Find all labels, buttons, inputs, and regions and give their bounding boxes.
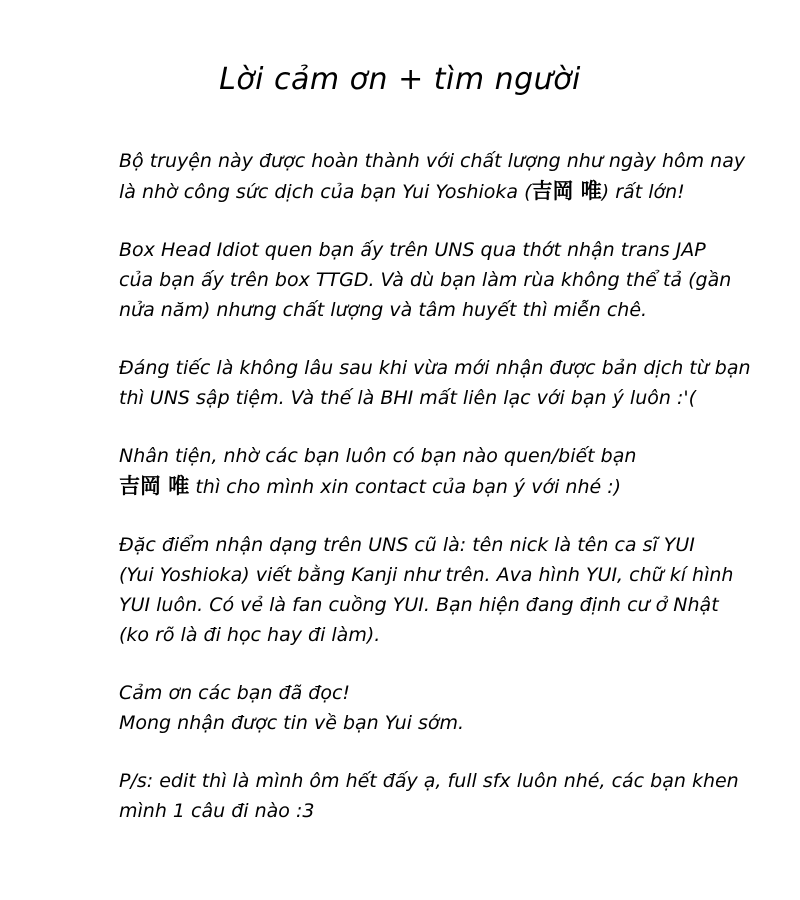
- text-line: Đáng tiếc là không lâu sau khi vừa mới nhận được bản dịch từ bạn: [119, 357, 751, 379]
- text-line: Nhân tiện, nhờ các bạn luôn có bạn nào quen/biết bạn: [119, 445, 637, 467]
- kanji-name: 吉岡 唯: [119, 474, 190, 498]
- text-line: Box Head Idiot quen bạn ấy trên UNS qua thớt nhận trans JAP: [119, 239, 706, 261]
- paragraph-lost-contact: [119, 353, 779, 413]
- text-line: YUI luôn. Có vẻ là fan cuồng YUI. Bạn hiện đang định cư ở Nhật: [119, 594, 719, 616]
- text-line: mình 1 câu đi nào :3: [119, 800, 315, 822]
- text-line: [119, 471, 779, 502]
- text-segment: là nhờ công sức dịch của bạn Yui Yoshioka (: [119, 181, 532, 203]
- page-title: Lời cảm ơn + tìm người: [219, 62, 581, 97]
- text-line: Bộ truyện này được hoàn thành với chất lượng như ngày hôm nay: [119, 150, 746, 172]
- paragraph-identification: [119, 530, 779, 650]
- text-line: P/s: edit thì là mình ôm hết đấy ạ, full sfx luôn nhé, các bạn khen: [119, 770, 739, 792]
- paragraph-thanks: [119, 146, 779, 207]
- paragraph-request: [119, 441, 779, 502]
- kanji-name: 吉岡 唯: [531, 179, 602, 203]
- text-line: của bạn ấy trên box TTGD. Và dù bạn làm rùa không thể tả (gần: [119, 269, 732, 291]
- text-line: nửa năm) nhưng chất lượng và tâm huyết thì miễn chê.: [119, 299, 648, 321]
- text-segment: thì cho mình xin contact của bạn ý với nhé :): [189, 476, 622, 498]
- text-line: Cảm ơn các bạn đã đọc!: [119, 682, 351, 704]
- text-line: (ko rõ là đi học hay đi làm).: [119, 624, 381, 646]
- text-line: (Yui Yoshioka) viết bằng Kanji như trên. Ava hình YUI, chữ kí hình: [119, 564, 734, 586]
- text-line: Mong nhận được tin về bạn Yui sớm.: [119, 712, 465, 734]
- text-line: thì UNS sập tiệm. Và thế là BHI mất liên lạc với bạn ý luôn :'(: [119, 387, 696, 409]
- paragraph-ps: [119, 766, 779, 826]
- text-line: [119, 176, 779, 207]
- text-segment: ) rất lớn!: [601, 181, 685, 203]
- note-body: [119, 146, 779, 854]
- paragraph-closing: [119, 678, 779, 738]
- paragraph-background: [119, 235, 779, 325]
- text-line: Đặc điểm nhận dạng trên UNS cũ là: tên nick là tên ca sĩ YUI: [119, 534, 695, 556]
